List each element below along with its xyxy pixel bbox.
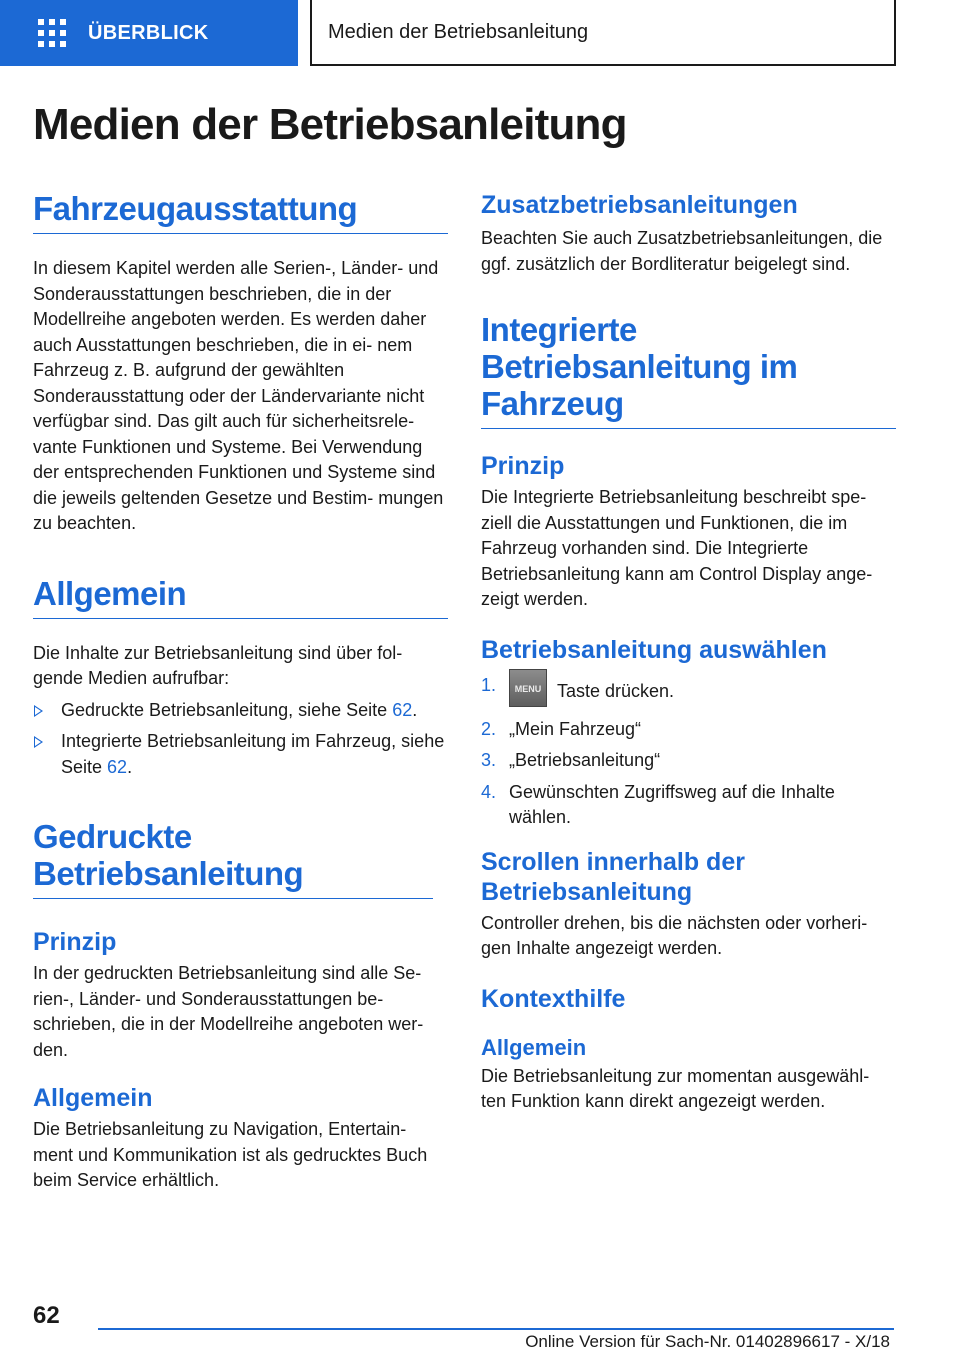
step-text: Taste drücken.	[557, 680, 675, 701]
list-item	[481, 673, 896, 711]
list-item	[481, 780, 896, 831]
list-item	[33, 698, 448, 724]
section-gedruckte-betriebsanleitung	[33, 818, 448, 1194]
breadcrumb[interactable]: Medien der Betriebsanleitung	[310, 0, 896, 66]
triangle-right-icon	[34, 705, 43, 717]
step-number: 4.	[481, 781, 497, 802]
top-navigation	[0, 0, 960, 66]
step-text: „Betriebsanleitung“	[509, 750, 661, 770]
step-number: 2.	[481, 718, 497, 739]
step-text: „Mein Fahrzeug“	[509, 718, 642, 739]
heading-kontexthilfe: Kontexthilfe	[481, 984, 626, 1013]
media-list	[33, 698, 448, 781]
list-item	[33, 729, 448, 780]
step-text: Gewünschten Zugriffsweg auf die Inhalte wählen.	[509, 781, 835, 827]
heading-kontexthilfe-allgemein: Allgemein	[481, 1034, 587, 1060]
left-column	[33, 190, 448, 1194]
heading-allgemein: Allgemein	[33, 575, 448, 619]
heading-gedruckte-betriebsanleitung: Gedruckte Betriebsanleitung	[33, 818, 433, 899]
overview-tab-label: ÜBERBLICK	[88, 21, 209, 44]
footer-divider	[98, 1328, 894, 1330]
text-allgemein: Die Inhalte zur Betriebsanleitung sind über fol- gende Medien aufrufbar:	[33, 642, 403, 688]
heading-fahrzeugausstattung: Fahrzeugausstattung	[33, 190, 448, 234]
list-item-text: Gedruckte Betriebsanleitung, siehe Seite	[61, 699, 388, 720]
heading-prinzip-integriert: Prinzip	[481, 452, 565, 480]
heading-betriebsanleitung-auswaehlen: Betriebsanleitung auswählen	[481, 635, 827, 664]
page-title: Medien der Betriebsanleitung	[33, 100, 627, 149]
section-integrierte-betriebsanleitung	[481, 311, 896, 1115]
heading-zusatzbetriebsanleitungen: Zusatzbetriebsanleitungen	[481, 191, 798, 219]
heading-integrierte-betriebsanleitung: Integrierte Betriebsanleitung im Fahrzeug	[481, 311, 896, 429]
text-zusatzbetriebsanleitungen: Beachten Sie auch Zusatzbetriebsanleitungen, die ggf. zusätzlich der Bordliteratur beigelegt sind.	[481, 228, 883, 274]
list-item	[481, 717, 896, 743]
page-number: 62	[33, 1302, 60, 1329]
page-link[interactable]: 62	[107, 756, 128, 777]
step-number: 1.	[481, 674, 497, 695]
right-column	[481, 190, 896, 1115]
text-scrollen: Controller drehen, bis die nächsten oder vorheri- gen Inhalte angezeigt werden.	[481, 912, 868, 958]
text-prinzip: In der gedruckten Betriebsanleitung sind alle Se- rien-, Länder- und Sonderausstattungen be- schrieben, die in der Modellreihe angeboten wer- den.	[33, 963, 424, 1060]
section-fahrzeugausstattung	[33, 190, 448, 537]
text-kontexthilfe-allgemein: Die Betriebsanleitung zur momentan ausgewähl- ten Funktion kann direkt angezeigt werden.	[481, 1065, 870, 1111]
menu-button-icon: MENU	[509, 669, 547, 707]
heading-allgemein-gedruckt: Allgemein	[33, 1084, 153, 1112]
triangle-right-icon	[34, 736, 43, 748]
heading-scrollen: Scrollen innerhalb der Betriebsanleitung	[481, 847, 745, 906]
list-item-text: Integrierte Betriebsanleitung im Fahrzeug, siehe Seite	[61, 731, 445, 777]
list-item	[481, 748, 896, 774]
text-allgemein-gedruckt: Die Betriebsanleitung zu Navigation, Entertain- ment und Kommunikation ist als gedrucktes Buch beim Service erhältlich.	[33, 1119, 428, 1190]
list-item-suffix: .	[127, 756, 133, 777]
section-allgemein	[33, 575, 448, 781]
section-zusatzbetriebsanleitungen	[481, 190, 896, 277]
step-number: 3.	[481, 750, 497, 770]
footer-version-text: Online Version für Sach-Nr. 01402896617 - X/18	[525, 1332, 890, 1351]
overview-tab[interactable]	[0, 0, 298, 66]
text-prinzip-integriert: Die Integrierte Betriebsanleitung beschreibt spe- ziell die Ausstattungen und Funktionen, die im Fahrzeug vorhanden sind. Die Integrierte Betriebsanleitung kann am Control Display ange- zeigt werden.	[481, 487, 873, 609]
page-link[interactable]: 62	[392, 699, 413, 720]
steps-list	[481, 673, 896, 831]
grid-icon	[38, 19, 66, 47]
list-item-suffix: .	[412, 699, 418, 720]
text-fahrzeugausstattung: In diesem Kapitel werden alle Serien-, Länder- und Sonderausstattungen beschrieben, die in der Modellreihe angeboten werden. Es werden daher auch Ausstattungen beschrieben, die in ei- nem Fahrzeug z. B. aufgrund der gewählten Sonderausstattung oder der Ländervariante nicht verfügbar sind. Das gilt auch für sicherheitsrele- vante Funktionen und Systeme. Bei Verwendung der entsprechenden Funktionen und Systeme sind die jeweils geltenden Gesetze und Bestim- mungen zu beachten.	[33, 258, 444, 533]
heading-prinzip: Prinzip	[33, 928, 117, 956]
